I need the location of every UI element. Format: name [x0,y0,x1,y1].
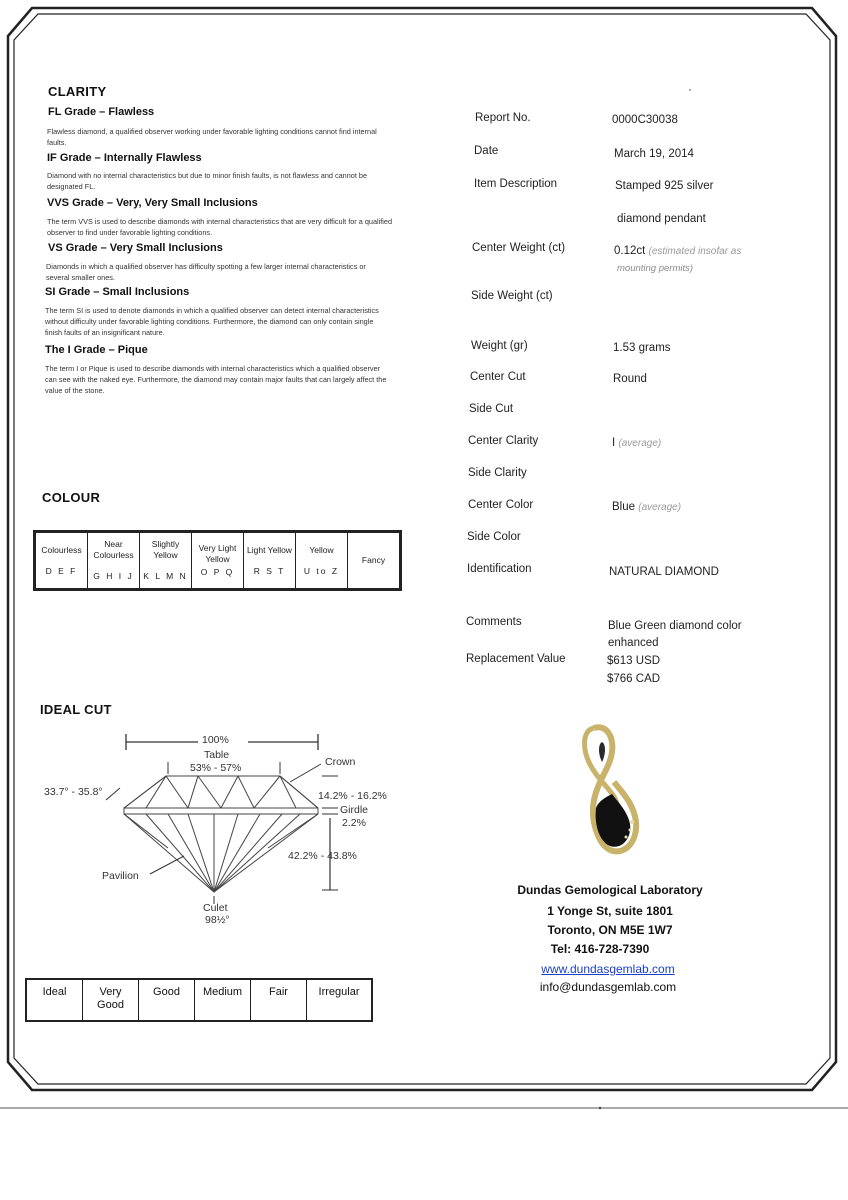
grade-title-if: IF Grade – Internally Flawless [47,152,202,164]
cut-grade-very-good: Very Good [83,979,139,1021]
lab-name: Dundas Gemological Laboratory [517,883,703,897]
weight-label: Weight (gr) [471,340,528,352]
center-weight-value: 0.12ct (estimated insofar as [614,245,742,257]
cut-grade-good: Good [139,979,195,1021]
comments-line2: enhanced [608,637,659,649]
colour-cell-very-light-yellow: Very Light Yellow O P Q [192,532,244,590]
colour-cell-yellow: Yellow U to Z [296,532,348,590]
cut-grade-medium: Medium [195,979,251,1021]
pavilion-depth-label: 42.2% - 43.8% [288,850,357,862]
replacement-value-usd: $613 USD [607,655,661,667]
cut-grade-table [25,978,373,1022]
table-pct-label: 53% - 57% [190,762,242,774]
crown-label: Crown [325,756,356,768]
center-color-value: Blue (average) [612,501,682,513]
grade-title-vvs: VVS Grade – Very, Very Small Inclusions [47,197,258,209]
lab-website-link[interactable]: www.dundasgemlab.com [541,962,675,976]
report-no-label: Report No. [475,112,531,124]
center-clarity-value: I (average) [612,437,662,449]
center-weight-label: Center Weight (ct) [472,242,566,254]
date-value: March 19, 2014 [614,148,694,160]
colour-cell-light-yellow: Light Yellow R S T [244,532,296,590]
lab-address-2: Toronto, ON M5E 1W7 [547,923,673,937]
lab-phone: Tel: 416-728-7390 [550,942,650,956]
colour-cell-near-colourless: Near Colourless G H I J [88,532,140,590]
center-clarity-label: Center Clarity [468,435,539,447]
crown-height-label: 14.2% - 16.2% [318,790,387,802]
report-no-value: 0000C30038 [612,114,678,126]
side-color-label: Side Color [467,531,521,543]
culet-angle-label: 98½° [205,914,230,926]
side-clarity-label: Side Clarity [468,467,527,479]
colour-cell-slightly-yellow: Slightly Yellow K L M N [140,532,192,590]
crown-angle-label: 33.7° - 35.8° [44,786,103,798]
clarity-heading: CLARITY [48,84,107,99]
table-label: Table [204,749,230,761]
grade-title-si: SI Grade – Small Inclusions [45,286,190,298]
cut-grade-fair: Fair [251,979,307,1021]
lab-email: info@dundasgemlab.com [539,980,677,994]
cut-grade-ideal: Ideal [26,979,83,1021]
grade-title-fl: FL Grade – Flawless [48,106,155,118]
center-color-label: Center Color [468,499,534,511]
grade-desc-vvs: The term VVS is used to describe diamonds with internal characteristics that are very difficult for a qualified observer to find under favorable lighting conditions. [47,217,393,237]
center-cut-value: Round [613,373,647,385]
replacement-value-label: Replacement Value [466,653,566,665]
girdle-pct-label: 2.2% [342,817,366,829]
center-cut-label: Center Cut [470,371,526,383]
grade-desc-if: Diamond with no internal characteristics but due to minor finish faults, is not flawless and cannot be designated FL. [47,171,368,191]
weight-value: 1.53 grams [613,342,671,354]
colour-cell-fancy: Fancy [348,532,401,590]
grade-desc-fl: Flawless diamond, a qualified observer working under favorable lighting conditions cannot find internal faults. [47,127,377,147]
identification-value: NATURAL DIAMOND [609,566,719,578]
lab-address-1: 1 Yonge St, suite 1801 [547,904,673,918]
cut-grade-irregular: Irregular [307,979,373,1021]
grade-desc-i: The term I or Pique is used to describe diamonds with internal characteristics which a qualified observer can see with the naked eye. Furthermore, the diamond may contain major faults that can largely affect the value of the stone. [45,364,387,395]
date-label: Date [474,145,499,157]
grade-desc-si: The term SI is used to denote diamonds in which a qualified observer can detect internal characteristics without difficulty under favorable lighting conditions. Furthermore, the diamond can only contain single finish faults of an insignificant nature. [45,306,379,337]
culet-label: Culet [203,902,228,914]
grade-title-i: The I Grade – Pique [45,344,148,356]
pavilion-label: Pavilion [102,870,139,882]
side-cut-label: Side Cut [469,403,514,415]
identification-label: Identification [467,563,532,575]
replacement-value-cad: $766 CAD [607,673,661,685]
girdle-label: Girdle [340,804,369,816]
comments-line1: Blue Green diamond color [608,620,742,632]
width-pct-label: 100% [202,734,229,746]
center-weight-note: mounting permits) [617,263,694,274]
pendant-photo [572,722,652,862]
ideal-cut-heading: IDEAL CUT [40,702,112,717]
grade-title-vs: VS Grade – Very Small Inclusions [48,242,223,254]
side-weight-label: Side Weight (ct) [471,290,553,302]
item-description-line2: diamond pendant [617,213,706,225]
item-description-line1: Stamped 925 silver [615,180,714,192]
colour-heading: COLOUR [42,490,101,505]
comments-label: Comments [466,616,522,628]
item-description-label: Item Description [474,178,558,190]
colour-scale-table [33,530,402,591]
colour-cell-colourless: Colourless D E F [35,532,88,590]
grade-desc-vs: Diamonds in which a qualified observer has difficulty spotting a few larger internal characteristics or several smaller ones. [46,262,366,282]
